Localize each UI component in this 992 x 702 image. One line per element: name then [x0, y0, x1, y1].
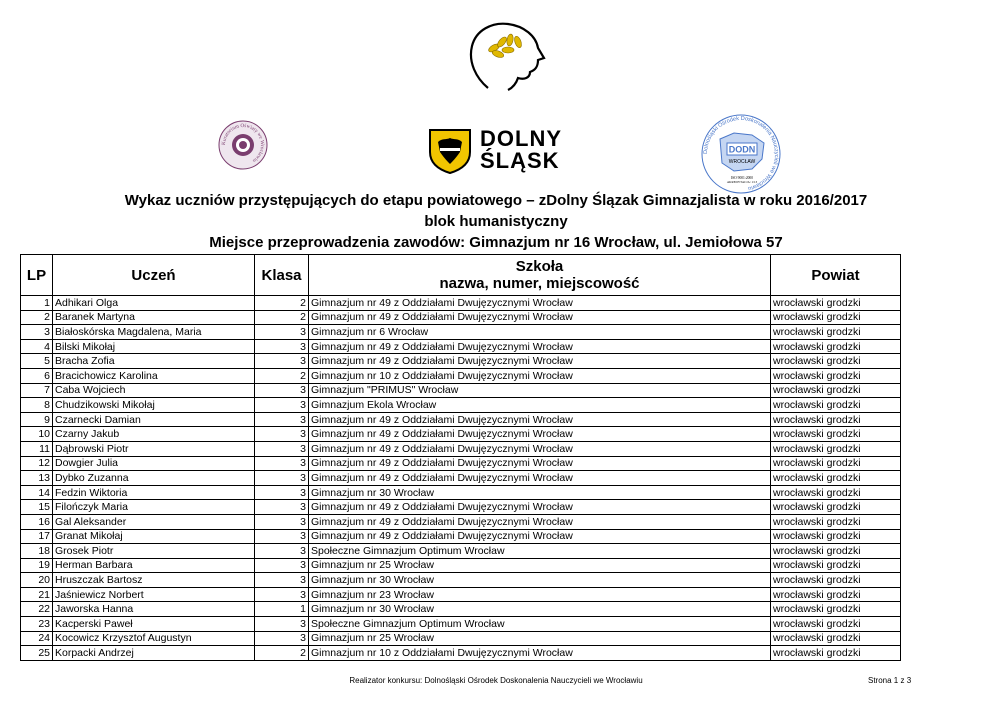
- cell-powiat: wrocławski grodzki: [771, 427, 901, 442]
- header-szkola: [309, 255, 771, 296]
- table-row: [21, 514, 901, 529]
- cell-uczen: Kacperski Paweł: [53, 617, 255, 632]
- cell-lp: 23: [21, 617, 53, 632]
- cell-klasa: 3: [255, 427, 309, 442]
- cell-szkola: Gimnazjum nr 10 z Oddziałami Dwujęzycznymi Wrocław: [309, 368, 771, 383]
- document-subtitle: blok humanistyczny: [424, 213, 568, 230]
- table-row: [21, 325, 901, 340]
- cell-lp: 10: [21, 427, 53, 442]
- cell-szkola: Gimnazjum nr 49 z Oddziałami Dwujęzycznymi Wrocław: [309, 471, 771, 486]
- table-row: [21, 310, 901, 325]
- table-row: [21, 427, 901, 442]
- cell-lp: 14: [21, 485, 53, 500]
- cell-klasa: 3: [255, 456, 309, 471]
- table-row: [21, 500, 901, 515]
- dodn-ring-text: Dolnośląski Ośrodek Doskonalenia Nauczycieli we Wrocławiu: [702, 115, 780, 192]
- header-powiat: Powiat: [771, 255, 901, 296]
- table-row: [21, 544, 901, 559]
- table-row: [21, 441, 901, 456]
- cell-klasa: 3: [255, 514, 309, 529]
- footer-realizator: Realizator konkursu: Dolnośląski Ośrodek Doskonalenia Nauczycieli we Wrocławiu: [349, 676, 643, 685]
- cell-szkola: Gimnazjum nr 49 z Oddziałami Dwujęzycznymi Wrocław: [309, 441, 771, 456]
- cell-lp: 5: [21, 354, 53, 369]
- cell-powiat: wrocławski grodzki: [771, 441, 901, 456]
- cell-powiat: wrocławski grodzki: [771, 558, 901, 573]
- cell-klasa: 3: [255, 500, 309, 515]
- cell-lp: 17: [21, 529, 53, 544]
- cell-lp: 11: [21, 441, 53, 456]
- cell-lp: 1: [21, 296, 53, 311]
- cell-lp: 22: [21, 602, 53, 617]
- table-row: [21, 529, 901, 544]
- cell-szkola: Społeczne Gimnazjum Optimum Wrocław: [309, 544, 771, 559]
- cell-uczen: Dybko Zuzanna: [53, 471, 255, 486]
- cell-szkola: Gimnazjum nr 49 z Oddziałami Dwujęzycznymi Wrocław: [309, 427, 771, 442]
- cell-powiat: wrocławski grodzki: [771, 354, 901, 369]
- cell-lp: 3: [21, 325, 53, 340]
- cell-uczen: Bilski Mikołaj: [53, 339, 255, 354]
- cell-klasa: 3: [255, 441, 309, 456]
- table-row: [21, 485, 901, 500]
- header-klasa: Klasa: [255, 255, 309, 296]
- cell-powiat: wrocławski grodzki: [771, 573, 901, 588]
- cell-uczen: Dąbrowski Piotr: [53, 441, 255, 456]
- cell-uczen: Chudzikowski Mikołaj: [53, 398, 255, 413]
- cell-szkola: Gimnazjum nr 49 z Oddziałami Dwujęzycznymi Wrocław: [309, 514, 771, 529]
- cell-lp: 24: [21, 631, 53, 646]
- cell-uczen: Czarny Jakub: [53, 427, 255, 442]
- table-row: [21, 368, 901, 383]
- cell-powiat: wrocławski grodzki: [771, 646, 901, 661]
- cell-klasa: 2: [255, 310, 309, 325]
- cell-klasa: 3: [255, 354, 309, 369]
- cell-szkola: Gimnazjum nr 49 z Oddziałami Dwujęzycznymi Wrocław: [309, 296, 771, 311]
- cell-lp: 6: [21, 368, 53, 383]
- table-row: [21, 339, 901, 354]
- cell-uczen: Korpacki Andrzej: [53, 646, 255, 661]
- cell-lp: 19: [21, 558, 53, 573]
- dodn-acronym: DODN: [728, 144, 756, 155]
- cell-lp: 9: [21, 412, 53, 427]
- table-row: [21, 631, 901, 646]
- dolny-slask-line2: ŚLĄSK: [480, 148, 560, 173]
- cell-uczen: Granat Mikołaj: [53, 529, 255, 544]
- table-row: [21, 383, 901, 398]
- cell-szkola: Gimnazjum nr 49 z Oddziałami Dwujęzycznymi Wrocław: [309, 500, 771, 515]
- cell-lp: 16: [21, 514, 53, 529]
- cell-szkola: Gimnazjum nr 49 z Oddziałami Dwujęzycznymi Wrocław: [309, 412, 771, 427]
- cell-klasa: 3: [255, 558, 309, 573]
- dolny-slask-line1: DOLNY: [480, 126, 562, 151]
- cell-szkola: Gimnazjum nr 30 Wrocław: [309, 602, 771, 617]
- cell-klasa: 3: [255, 412, 309, 427]
- dodn-iso: ISO 9001:2000: [730, 176, 754, 180]
- cell-powiat: wrocławski grodzki: [771, 500, 901, 515]
- cell-uczen: Białoskórska Magdalena, Maria: [53, 325, 255, 340]
- kuratorium-logo: [218, 120, 268, 170]
- table-row: [21, 617, 901, 632]
- cell-powiat: wrocławski grodzki: [771, 471, 901, 486]
- cell-klasa: 3: [255, 631, 309, 646]
- cell-uczen: Kocowicz Krzysztof Augustyn: [53, 631, 255, 646]
- cell-powiat: wrocławski grodzki: [771, 368, 901, 383]
- cell-powiat: wrocławski grodzki: [771, 398, 901, 413]
- cell-lp: 4: [21, 339, 53, 354]
- dodn-accreditation: AKREDYTACJA: 1/13: [726, 180, 758, 184]
- cell-szkola: Gimnazjum nr 25 Wrocław: [309, 631, 771, 646]
- header-szkola-subtitle: nazwa, numer, miejscowość: [439, 275, 640, 292]
- cell-powiat: wrocławski grodzki: [771, 617, 901, 632]
- table-row: [21, 558, 901, 573]
- cell-powiat: wrocławski grodzki: [771, 529, 901, 544]
- table-row: [21, 587, 901, 602]
- students-table: [20, 254, 901, 661]
- cell-szkola: Gimnazjum nr 30 Wrocław: [309, 573, 771, 588]
- cell-lp: 20: [21, 573, 53, 588]
- cell-klasa: 3: [255, 529, 309, 544]
- cell-klasa: 3: [255, 485, 309, 500]
- cell-powiat: wrocławski grodzki: [771, 544, 901, 559]
- table-row: [21, 456, 901, 471]
- cell-uczen: Caba Wojciech: [53, 383, 255, 398]
- cell-klasa: 3: [255, 325, 309, 340]
- cell-uczen: Dowgier Julia: [53, 456, 255, 471]
- dodn-logo: [694, 113, 788, 195]
- cell-szkola: Gimnazjum nr 10 z Oddziałami Dwujęzycznymi Wrocław: [309, 646, 771, 661]
- cell-powiat: wrocławski grodzki: [771, 310, 901, 325]
- cell-klasa: 2: [255, 368, 309, 383]
- cell-lp: 13: [21, 471, 53, 486]
- cell-uczen: Grosek Piotr: [53, 544, 255, 559]
- cell-powiat: wrocławski grodzki: [771, 514, 901, 529]
- cell-lp: 8: [21, 398, 53, 413]
- cell-klasa: 2: [255, 296, 309, 311]
- page-number: Strona 1 z 3: [868, 676, 912, 685]
- cell-uczen: Baranek Martyna: [53, 310, 255, 325]
- cell-lp: 21: [21, 587, 53, 602]
- table-row: [21, 573, 901, 588]
- table-row: [21, 412, 901, 427]
- cell-klasa: 1: [255, 602, 309, 617]
- cell-powiat: wrocławski grodzki: [771, 325, 901, 340]
- cell-szkola: Gimnazjum nr 49 z Oddziałami Dwujęzycznymi Wrocław: [309, 354, 771, 369]
- cell-lp: 12: [21, 456, 53, 471]
- cell-szkola: Gimnazjum nr 23 Wrocław: [309, 587, 771, 602]
- cell-klasa: 3: [255, 398, 309, 413]
- cell-klasa: 2: [255, 646, 309, 661]
- cell-szkola: Gimnazjum nr 49 z Oddziałami Dwujęzycznymi Wrocław: [309, 529, 771, 544]
- cell-powiat: wrocławski grodzki: [771, 383, 901, 398]
- laurel-head-logo: [458, 18, 554, 94]
- cell-uczen: Jaśniewicz Norbert: [53, 587, 255, 602]
- cell-powiat: wrocławski grodzki: [771, 456, 901, 471]
- table-row: [21, 398, 901, 413]
- cell-szkola: Gimnazjum nr 30 Wrocław: [309, 485, 771, 500]
- cell-szkola: Gimnazjum nr 49 z Oddziałami Dwujęzycznymi Wrocław: [309, 456, 771, 471]
- cell-szkola: Gimnazjum nr 6 Wrocław: [309, 325, 771, 340]
- cell-klasa: 3: [255, 339, 309, 354]
- cell-szkola: Gimnazjum Ekola Wrocław: [309, 398, 771, 413]
- cell-uczen: Bracha Zofia: [53, 354, 255, 369]
- table-header-row: [21, 255, 901, 296]
- header-uczen: Uczeń: [53, 255, 255, 296]
- cell-uczen: Fedzin Wiktoria: [53, 485, 255, 500]
- cell-uczen: Filończyk Maria: [53, 500, 255, 515]
- cell-szkola: Gimnazjum nr 25 Wrocław: [309, 558, 771, 573]
- cell-uczen: Jaworska Hanna: [53, 602, 255, 617]
- cell-szkola: Społeczne Gimnazjum Optimum Wrocław: [309, 617, 771, 632]
- cell-klasa: 3: [255, 544, 309, 559]
- table-row: [21, 354, 901, 369]
- dodn-city: WROCŁAW: [728, 159, 756, 165]
- cell-uczen: Bracichowicz Karolina: [53, 368, 255, 383]
- header-lp: LP: [21, 255, 53, 296]
- header-szkola-title: Szkoła: [515, 258, 564, 275]
- cell-powiat: wrocławski grodzki: [771, 485, 901, 500]
- cell-klasa: 3: [255, 573, 309, 588]
- cell-lp: 25: [21, 646, 53, 661]
- cell-powiat: wrocławski grodzki: [771, 296, 901, 311]
- cell-szkola: Gimnazjum "PRIMUS" Wrocław: [309, 383, 771, 398]
- document-title: Wykaz uczniów przystępujących do etapu powiatowego – zDolny Ślązak Gimnazjalista w roku 2016/2017: [124, 192, 868, 209]
- cell-powiat: wrocławski grodzki: [771, 631, 901, 646]
- cell-uczen: Gal Aleksander: [53, 514, 255, 529]
- cell-powiat: wrocławski grodzki: [771, 587, 901, 602]
- cell-szkola: Gimnazjum nr 49 z Oddziałami Dwujęzycznymi Wrocław: [309, 310, 771, 325]
- cell-klasa: 3: [255, 617, 309, 632]
- table-row: [21, 296, 901, 311]
- competition-venue: Miejsce przeprowadzenia zawodów: Gimnazjum nr 16 Wrocław, ul. Jemiołowa 57: [209, 234, 783, 251]
- cell-uczen: Herman Barbara: [53, 558, 255, 573]
- kuratorium-ring-text: Kuratorium Oświaty we Wrocławiu: [220, 122, 266, 164]
- cell-lp: 15: [21, 500, 53, 515]
- table-row: [21, 646, 901, 661]
- cell-powiat: wrocławski grodzki: [771, 602, 901, 617]
- cell-klasa: 3: [255, 587, 309, 602]
- cell-klasa: 3: [255, 471, 309, 486]
- cell-uczen: Hruszczak Bartosz: [53, 573, 255, 588]
- cell-szkola: Gimnazjum nr 49 z Oddziałami Dwujęzycznymi Wrocław: [309, 339, 771, 354]
- table-row: [21, 602, 901, 617]
- cell-lp: 18: [21, 544, 53, 559]
- cell-klasa: 3: [255, 383, 309, 398]
- cell-uczen: Czarnecki Damian: [53, 412, 255, 427]
- dolny-slask-logo-text: [480, 128, 562, 172]
- table-row: [21, 471, 901, 486]
- cell-lp: 2: [21, 310, 53, 325]
- coat-of-arms-icon: [428, 128, 472, 174]
- cell-powiat: wrocławski grodzki: [771, 412, 901, 427]
- cell-lp: 7: [21, 383, 53, 398]
- cell-powiat: wrocławski grodzki: [771, 339, 901, 354]
- table-body: [21, 296, 901, 661]
- cell-uczen: Adhikari Olga: [53, 296, 255, 311]
